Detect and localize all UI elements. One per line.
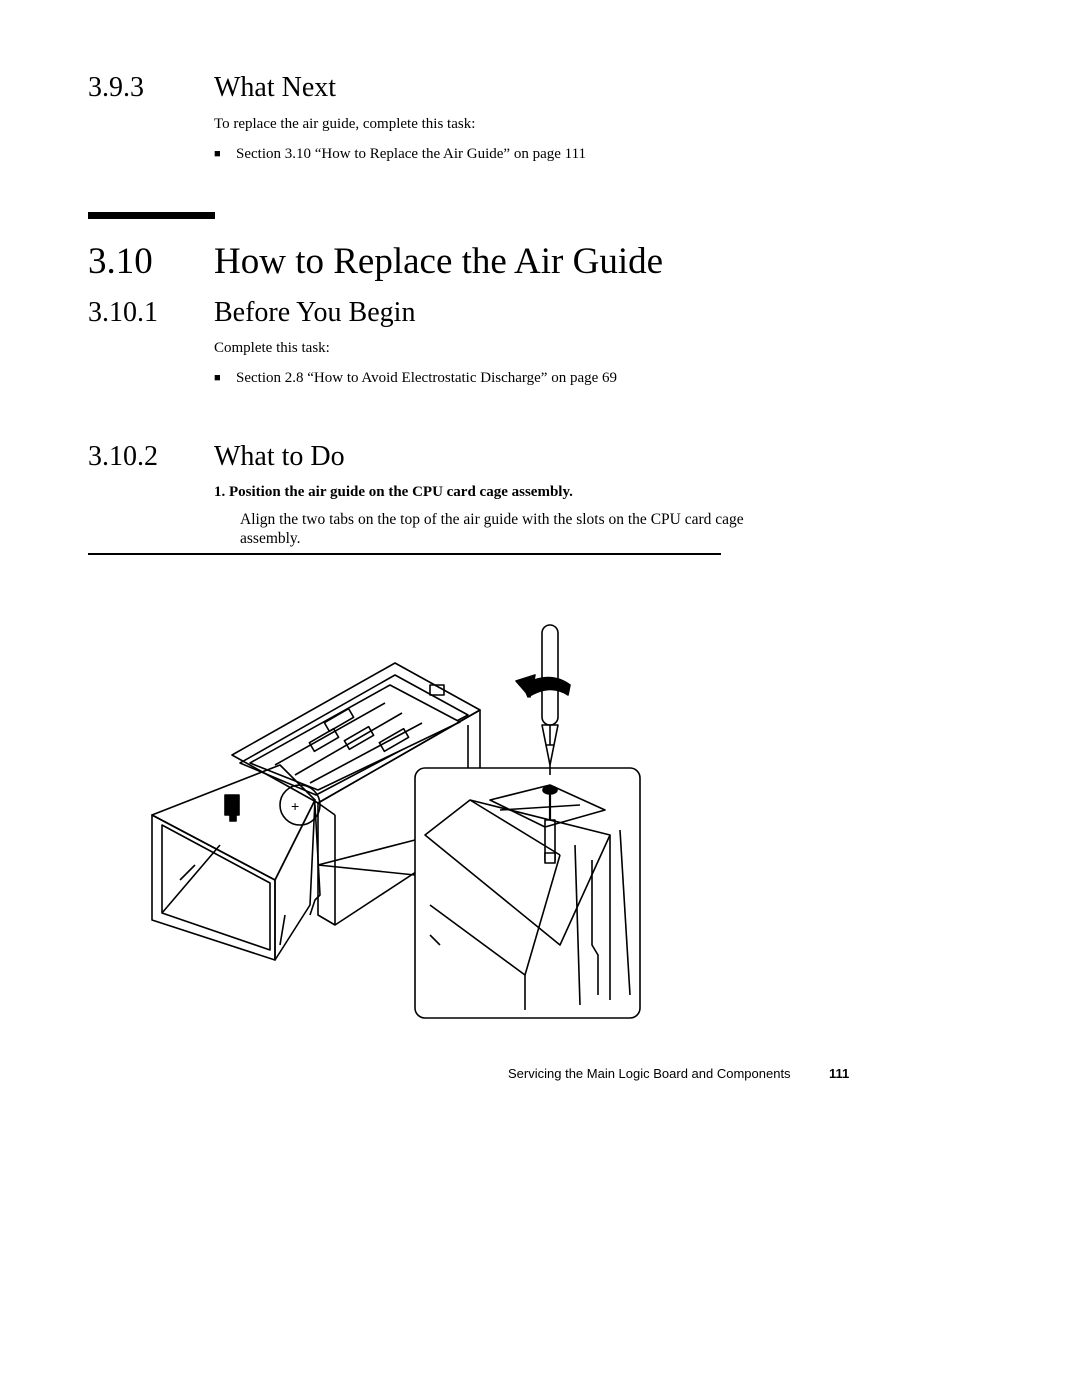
step-1-heading: 1. Position the air guide on the CPU card cage assembly. [214, 484, 573, 500]
section-number-3-10-2: 3.10.2 [88, 441, 158, 472]
air-guide [152, 765, 320, 960]
before-intro: Complete this task: [214, 340, 330, 356]
magnified-detail-inset [415, 768, 640, 1018]
page-number: 111 [829, 1066, 850, 1081]
before-bullet-link[interactable]: Section 2.8 “How to Avoid Electrostatic Discharge” on page 69 [236, 370, 618, 386]
section-title-what-to-do: What to Do [214, 441, 345, 472]
step-1-body-line1: Align the two tabs on the top of the air guide with the slots on the CPU card cage [240, 511, 744, 528]
heading-rule [88, 212, 215, 219]
section-title-before-you-begin: Before You Begin [214, 297, 416, 328]
screwdriver-icon [542, 625, 558, 775]
section-number-3-9-3: 3.9.3 [88, 72, 144, 103]
bullet-marker: ■ [214, 372, 221, 384]
figure-rule [88, 553, 721, 555]
section-title-what-next: What Next [214, 72, 337, 103]
bullet-marker: ■ [214, 148, 221, 160]
section-number-3-10: 3.10 [88, 241, 153, 282]
what-next-intro: To replace the air guide, complete this task: [214, 116, 476, 132]
step-1-body-line2: assembly. [240, 530, 301, 547]
section-number-3-10-1: 3.10.1 [88, 297, 158, 328]
what-next-bullet-link[interactable]: Section 3.10 “How to Replace the Air Guide” on page 111 [236, 146, 587, 162]
section-title-replace-air-guide: How to Replace the Air Guide [214, 241, 664, 282]
svg-text:+: + [291, 798, 300, 814]
air-guide-illustration [140, 615, 660, 1030]
footer-chapter-title: Servicing the Main Logic Board and Components [508, 1066, 791, 1081]
